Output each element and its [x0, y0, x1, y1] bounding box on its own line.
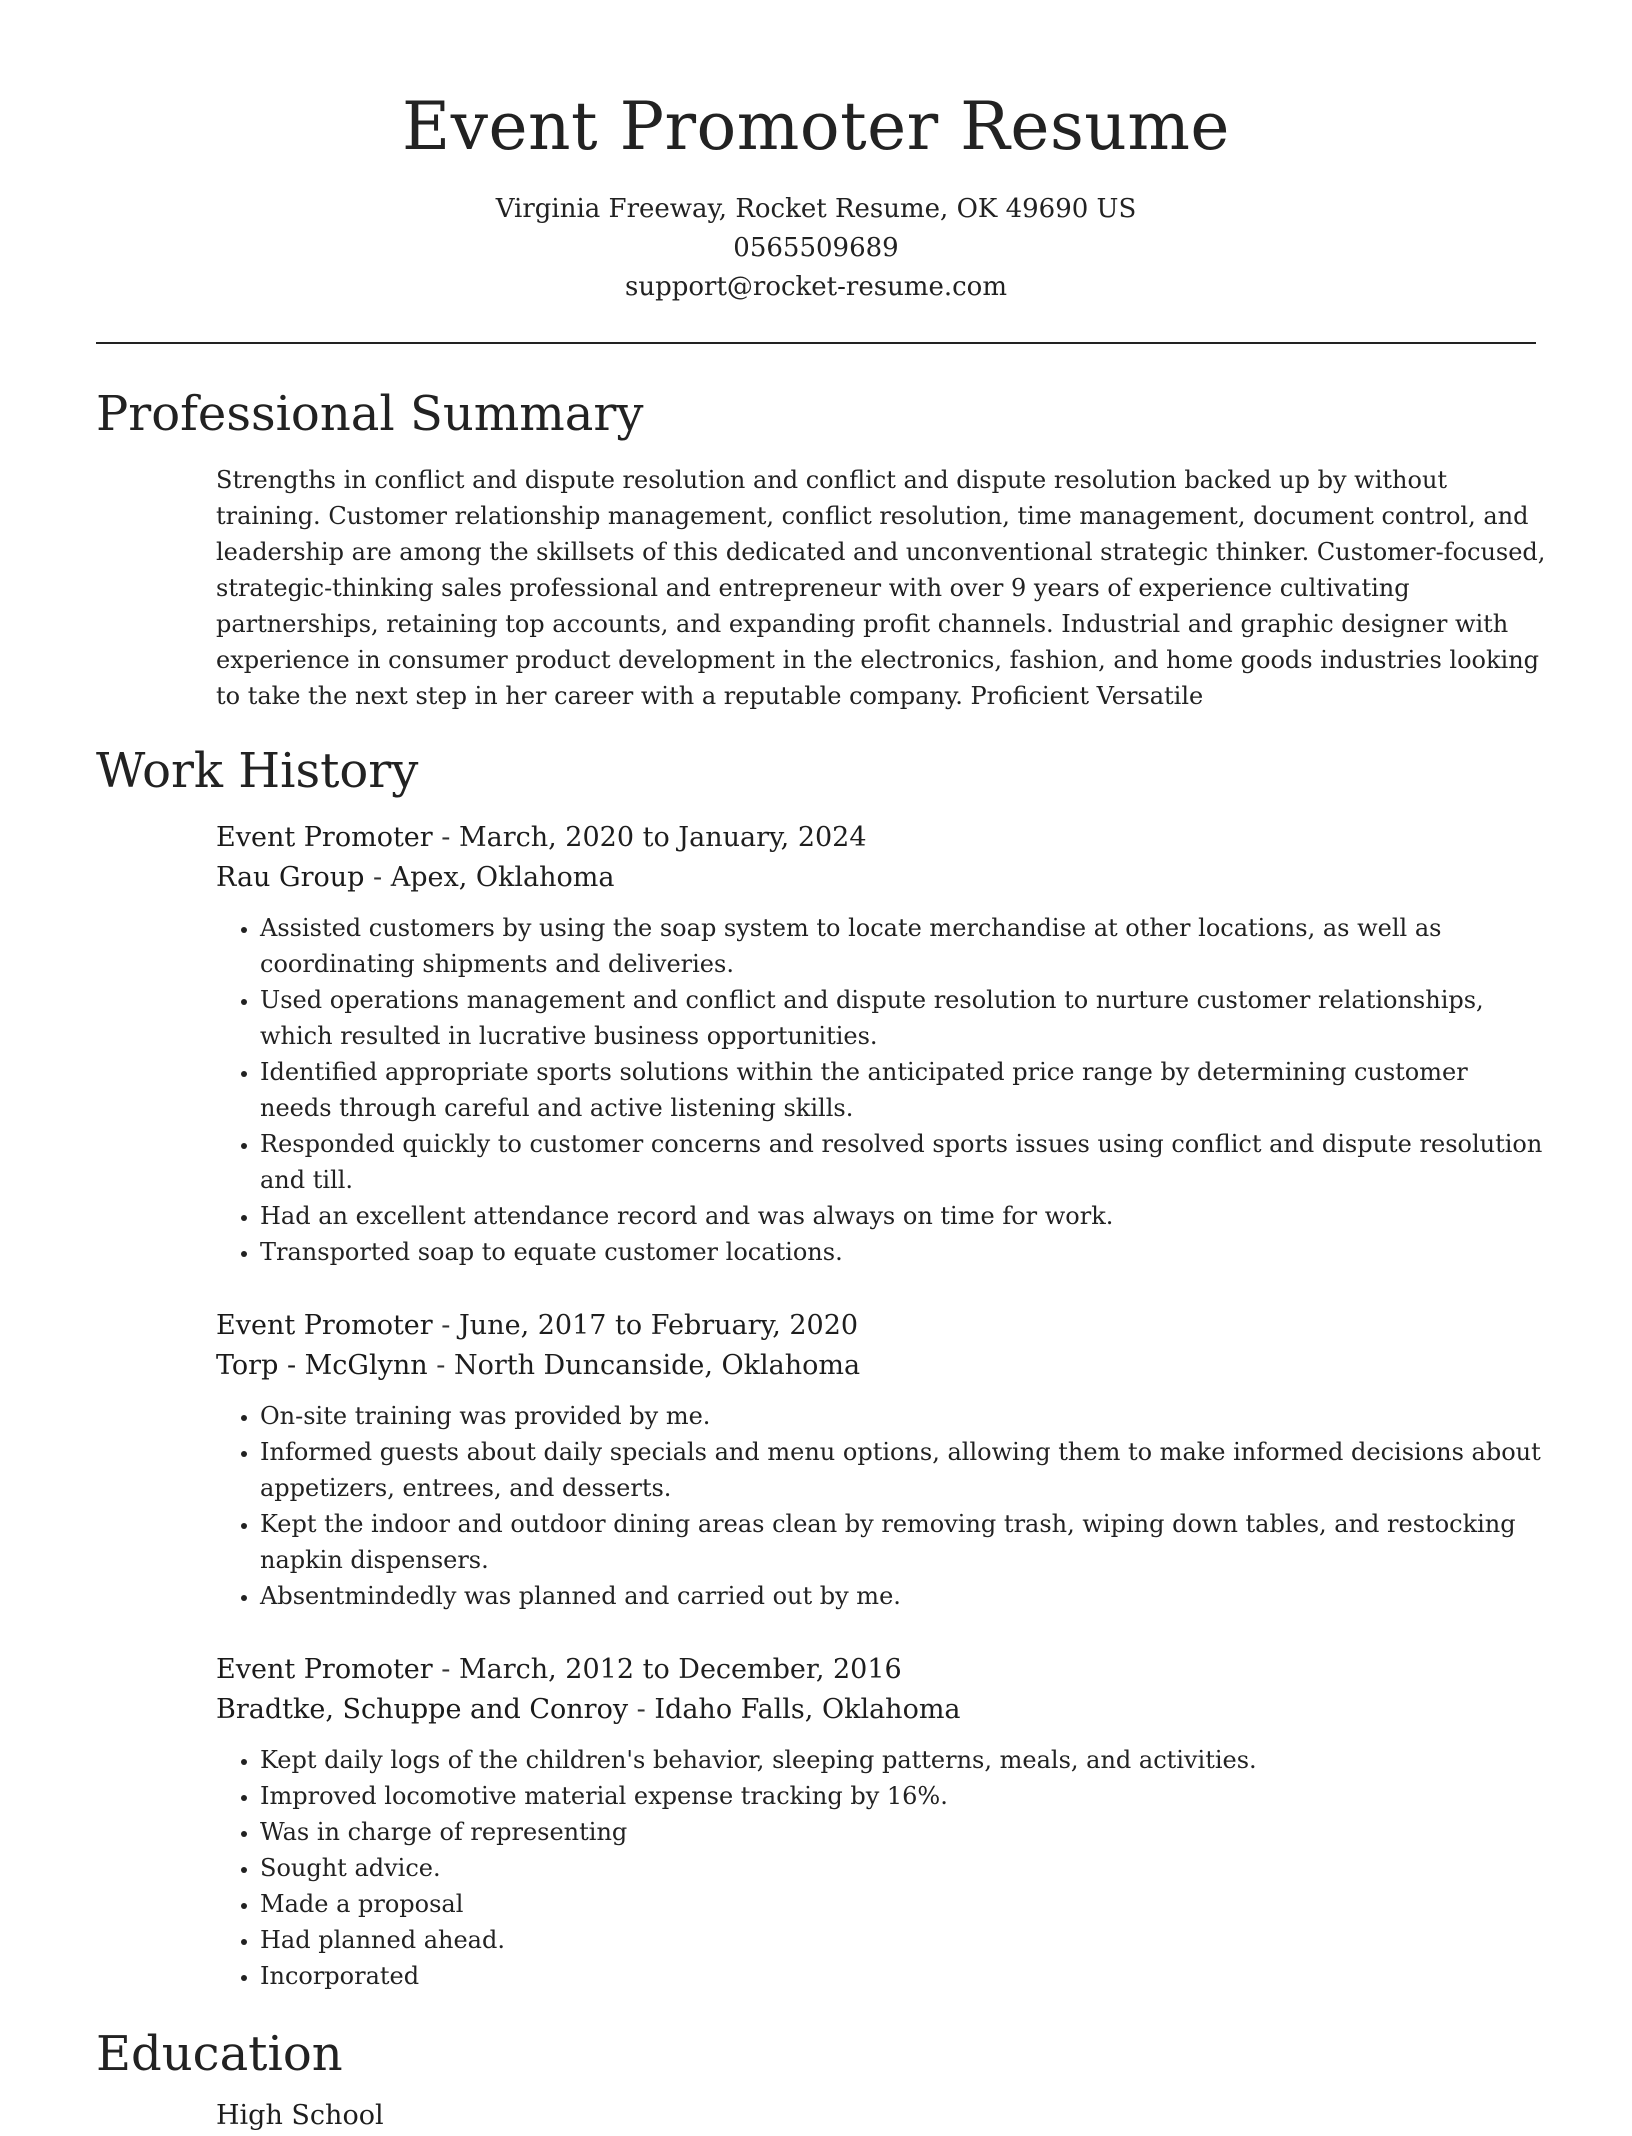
job-location: North Duncanside, Oklahoma	[453, 1350, 861, 1381]
job-separator: -	[432, 822, 459, 853]
summary-text: Strengths in conflict and dispute resolution and conflict and dispute resolution backed up by without training. Customer relationship management, conflict resolution, time management, document control, and leadership are among the skillsets of this dedicated and unconventional strategic thinker. Customer-focused, strategic-thinking sales professional and entrepreneur with over 9 years of experience cultivating partnerships, retaining top accounts, and expanding profit channels. Industrial and graphic designer with experience in consumer product development in the electronics, fashion, and home goods industries looking to take the next step in her career with a reputable company. Proficient Versatile	[216, 466, 1546, 710]
job-separator: -	[364, 862, 391, 893]
job-bullet: • Informed guests about daily specials and menu options, allowing them to make informed decisions about appetizers, entrees, and desserts.	[260, 1434, 1546, 1506]
job-location: Apex, Oklahoma	[390, 862, 615, 893]
job-title: Event Promoter	[216, 1310, 433, 1341]
job-bullet: • Assisted customers by using the soap system to locate merchandise at other locations, as well as coordinating shipments and deliveries.	[260, 910, 1546, 982]
job-title-line	[216, 1650, 1546, 1690]
contact-address: Virginia Freeway, Rocket Resume, OK 49690 US	[495, 194, 1137, 224]
job-location: Idaho Falls, Oklahoma	[654, 1694, 961, 1725]
job-company-line	[216, 1346, 1546, 1386]
page-title: Event Promoter Resume	[402, 88, 1230, 165]
job-bullet: • Used operations management and conflict and dispute resolution to nurture customer relationships, which resulted in lucrative business opportunities.	[260, 982, 1546, 1054]
job-separator: -	[628, 1694, 655, 1725]
job-dates: March, 2012 to December, 2016	[458, 1654, 902, 1685]
job-bullet: • Kept daily logs of the children's behavior, sleeping patterns, meals, and activities.	[260, 1742, 1546, 1778]
job-separator: -	[432, 1654, 459, 1685]
education-entry-partial: High School	[216, 2100, 384, 2131]
job-bullet: • Incorporated	[260, 1958, 1546, 1994]
job-bullet: • Identified appropriate sports solutions within the anticipated price range by determining customer needs through careful and active listening skills.	[260, 1054, 1546, 1126]
job-bullets	[216, 910, 1546, 1270]
contact-email: support@rocket-resume.com	[624, 272, 1007, 302]
job-bullet: • Transported soap to equate customer locations.	[260, 1234, 1546, 1270]
job-bullet: • Absentmindedly was planned and carried out by me.	[260, 1578, 1546, 1614]
job-company-line	[216, 858, 1546, 898]
job-entry	[216, 1306, 1546, 1614]
job-separator: -	[432, 1310, 459, 1341]
job-title: Event Promoter	[216, 822, 433, 853]
job-company: Rau Group	[216, 862, 365, 893]
job-dates: June, 2017 to February, 2020	[458, 1310, 859, 1341]
header-divider	[96, 342, 1536, 344]
job-company-line	[216, 1690, 1546, 1730]
job-bullet: • Kept the indoor and outdoor dining areas clean by removing trash, wiping down tables, and restocking napkin dispensers.	[260, 1506, 1546, 1578]
resume-header	[0, 0, 1632, 307]
section-title-summary: Professional Summary	[96, 386, 644, 442]
section-title-education: Education	[96, 2026, 343, 2082]
job-bullet: • Made a proposal	[260, 1886, 1546, 1922]
job-dates: March, 2020 to January, 2024	[458, 822, 867, 853]
job-title-line	[216, 818, 1546, 858]
job-bullets	[216, 1398, 1546, 1614]
section-title-work-history: Work History	[96, 743, 419, 799]
job-bullets	[216, 1742, 1546, 1994]
job-bullet: • Sought advice.	[260, 1850, 1546, 1886]
job-bullet: • Had an excellent attendance record and was always on time for work.	[260, 1198, 1546, 1234]
job-title: Event Promoter	[216, 1654, 433, 1685]
job-entry	[216, 1650, 1546, 1994]
contact-block	[0, 190, 1632, 307]
job-bullet: • Had planned ahead.	[260, 1922, 1546, 1958]
job-separator: -	[427, 1350, 454, 1381]
job-bullet: • Responded quickly to customer concerns and resolved sports issues using conflict and dispute resolution and till.	[260, 1126, 1546, 1198]
job-bullet: • Improved locomotive material expense tracking by 16%.	[260, 1778, 1546, 1814]
job-company: Torp - McGlynn	[216, 1350, 428, 1381]
job-title-line	[216, 1306, 1546, 1346]
job-bullet: • On-site training was provided by me.	[260, 1398, 1546, 1434]
job-entry	[216, 818, 1546, 1270]
job-company: Bradtke, Schuppe and Conroy	[216, 1694, 629, 1725]
contact-phone: 0565509689	[733, 233, 899, 263]
job-bullet: • Was in charge of representing	[260, 1814, 1546, 1850]
